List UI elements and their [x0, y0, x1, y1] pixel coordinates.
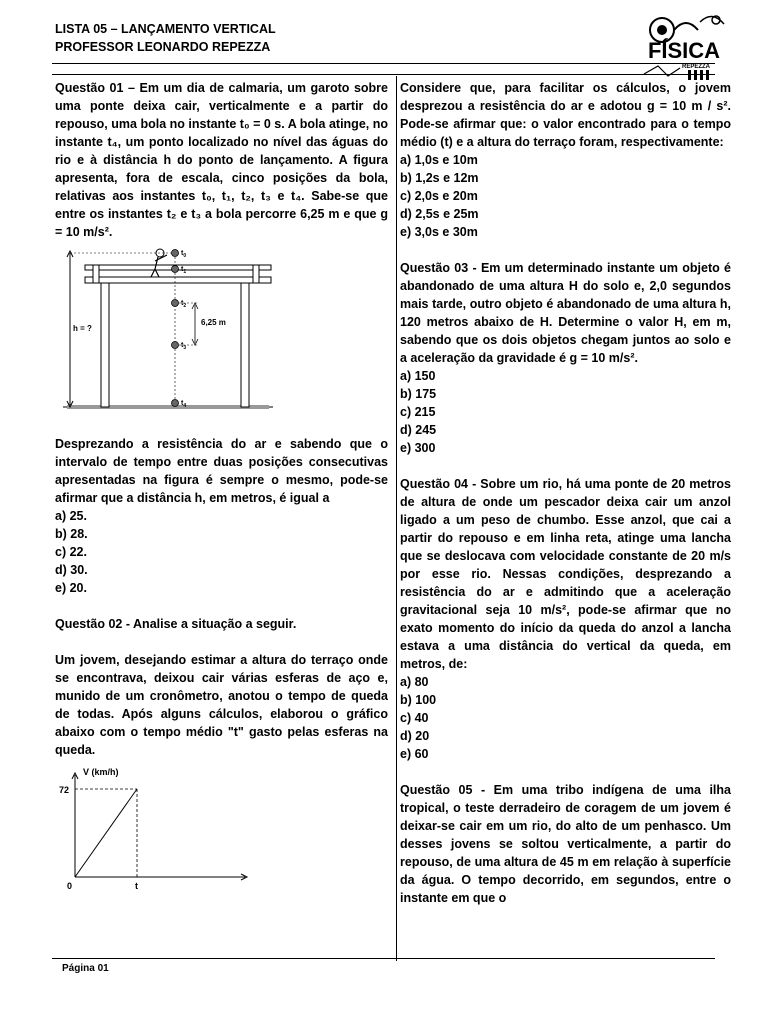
q2-text: Um jovem, desejando estimar a altura do terraço onde se encontrava, deixou cair várias esferas de aço e, munido de um cronômetro, anotou o tempo de queda de todas. Após alguns cálculos, elaborou o gráfico abaixo com o tempo médio "t" gasto pelas esferas na queda.: [55, 653, 388, 757]
q4-text: Questão 04 - Sobre um rio, há uma ponte de 20 metros de altura de onde um pescador deixa cair um anzol ligado a um peso de chumbo. Esse anzol, que cai a partir do repouso e em linha reta, atinge uma lancha que se deslocava com velocidade constante de 20 m/s por esse rio. Nessas condições, desprezando a resistência do ar e admitindo que a aceleração gravitacional seja 10 m/s², pode-se afirmar que no exato momento do início da queda do anzol a lancha estava a uma distância do vertical da queda, em metros, de:: [400, 477, 731, 671]
teacher-name: PROFESSOR LEONARDO REPEZZA: [55, 40, 271, 54]
q2-title: Questão 02 - Analise a situação a seguir.: [55, 617, 297, 631]
page-number: Página 01: [62, 963, 109, 974]
q2-text-continued: Considere que, para facilitar os cálculos, o jovem desprezou a resistência do ar e adotou g = 10 m / s². Pode-se afirmar que: o valor encontrado para o tempo médio (t) e a altura do terraço foram, respectivamente:: [400, 81, 731, 149]
q2-option-e: e) 3,0s e 30m: [400, 225, 478, 239]
ball-t4: [172, 400, 179, 407]
q3-option-a: a) 150: [400, 369, 436, 383]
q1-option-d: d) 30.: [55, 563, 88, 577]
logo-subtext: REPEZZA: [681, 64, 711, 70]
q1-text2: Desprezando a resistência do ar e sabendo que o intervalo de tempo entre duas posições consecutivas apresentadas na figura é sempre o mesmo, pode-se afirmar que a distância h, em metros, é igual a: [55, 437, 388, 505]
footer-rule: [52, 958, 715, 959]
svg-text:t0: $t_0$: [181, 250, 187, 259]
svg-text:t4: $t_4$: [181, 400, 187, 409]
q2-option-c: c) 2,0s e 20m: [400, 189, 478, 203]
header-rule-bottom: [52, 74, 715, 75]
q2-option-b: b) 1,2s e 12m: [400, 171, 479, 185]
q2-option-d: d) 2,5s e 25m: [400, 207, 479, 221]
q1-option-b: b) 28.: [55, 527, 88, 541]
bridge-figure: [63, 245, 273, 425]
q1-option-e: e) 20.: [55, 581, 87, 595]
left-column: [55, 79, 388, 895]
ball-t1: [172, 266, 179, 273]
q4-option-a: a) 80: [400, 675, 429, 689]
q2-option-a: a) 1,0s e 10m: [400, 153, 478, 167]
right-column: [400, 79, 731, 907]
q3-option-c: c) 215: [400, 405, 436, 419]
fisica-logo: [640, 8, 728, 88]
q1-text: Questão 01 – Em um dia de calmaria, um garoto sobre uma ponte deixa cair, verticalmente e a partir do repouso, uma bola no instante t₀ = 0 s. A bola atinge, no instante t₄, um ponto localizado no nível das águas do rio e à distância h do ponto de lançamento. A figura apresenta, fora de escala, cinco posições da bola, relativas aos instantes t₀, t₁, t₂, t₃ e t₄. Sabe-se que entre os instantes t₂ e t₃ a bola percorre 6,25 m e que g = 10 m/s².: [55, 81, 388, 239]
svg-text:t3: $t_3$: [181, 342, 187, 351]
q4-option-d: d) 20: [400, 729, 430, 743]
svg-text:t1: $t_1$: [181, 266, 187, 275]
graph-ylabel: V (km/h): [83, 767, 119, 777]
q4-option-c: c) 40: [400, 711, 429, 725]
svg-text:t2: $t_2$: [181, 300, 187, 309]
q1-option-a: a) 25.: [55, 509, 87, 523]
ball-t3: [172, 342, 179, 349]
q4-option-e: e) 60: [400, 747, 429, 761]
q3-option-b: b) 175: [400, 387, 437, 401]
ball-t0: [172, 250, 179, 257]
q4-option-b: b) 100: [400, 693, 437, 707]
velocity-time-graph: [55, 765, 255, 895]
logo-text: FÍSICA: [647, 38, 721, 63]
q3-option-d: d) 245: [400, 423, 437, 437]
column-divider: [396, 76, 397, 961]
graph-origin: 0: [67, 881, 73, 891]
graph-y-value: 72: [59, 785, 70, 795]
h-label: h = ?: [73, 324, 92, 333]
q3-text: Questão 03 - Em um determinado instante um objeto é abandonado de uma altura H do solo e, 2,0 segundos mais tarde, outro objeto é abandonado de uma altura h, 120 metros abaixo de H. Determine o valor H, em m, sabendo que os dois objetos chegam juntos ao solo e a aceleração da gravidade é g = 10 m/s².: [400, 261, 731, 365]
q5-text: Questão 05 - Em uma tribo indígena de uma ilha tropical, o teste derradeiro de coragem de um jovem é deixar-se cair em um rio, do alto de um penhasco. Um desses jovens se soltou verticalmente, a partir do repouso, de uma altura de 45 m em relação à superfície da água. O tempo decorrido, em segundos, entre o instante em que o: [400, 783, 731, 905]
ball-t2: [172, 300, 179, 307]
document-header: [55, 20, 276, 56]
q3-option-e: e) 300: [400, 441, 436, 455]
graph-x-value: t: [135, 881, 138, 891]
list-title: LISTA 05 – LANÇAMENTO VERTICAL: [55, 22, 276, 36]
header-rule-top: [52, 63, 715, 64]
q1-option-c: c) 22.: [55, 545, 87, 559]
distance-label: 6,25 m: [201, 318, 226, 327]
